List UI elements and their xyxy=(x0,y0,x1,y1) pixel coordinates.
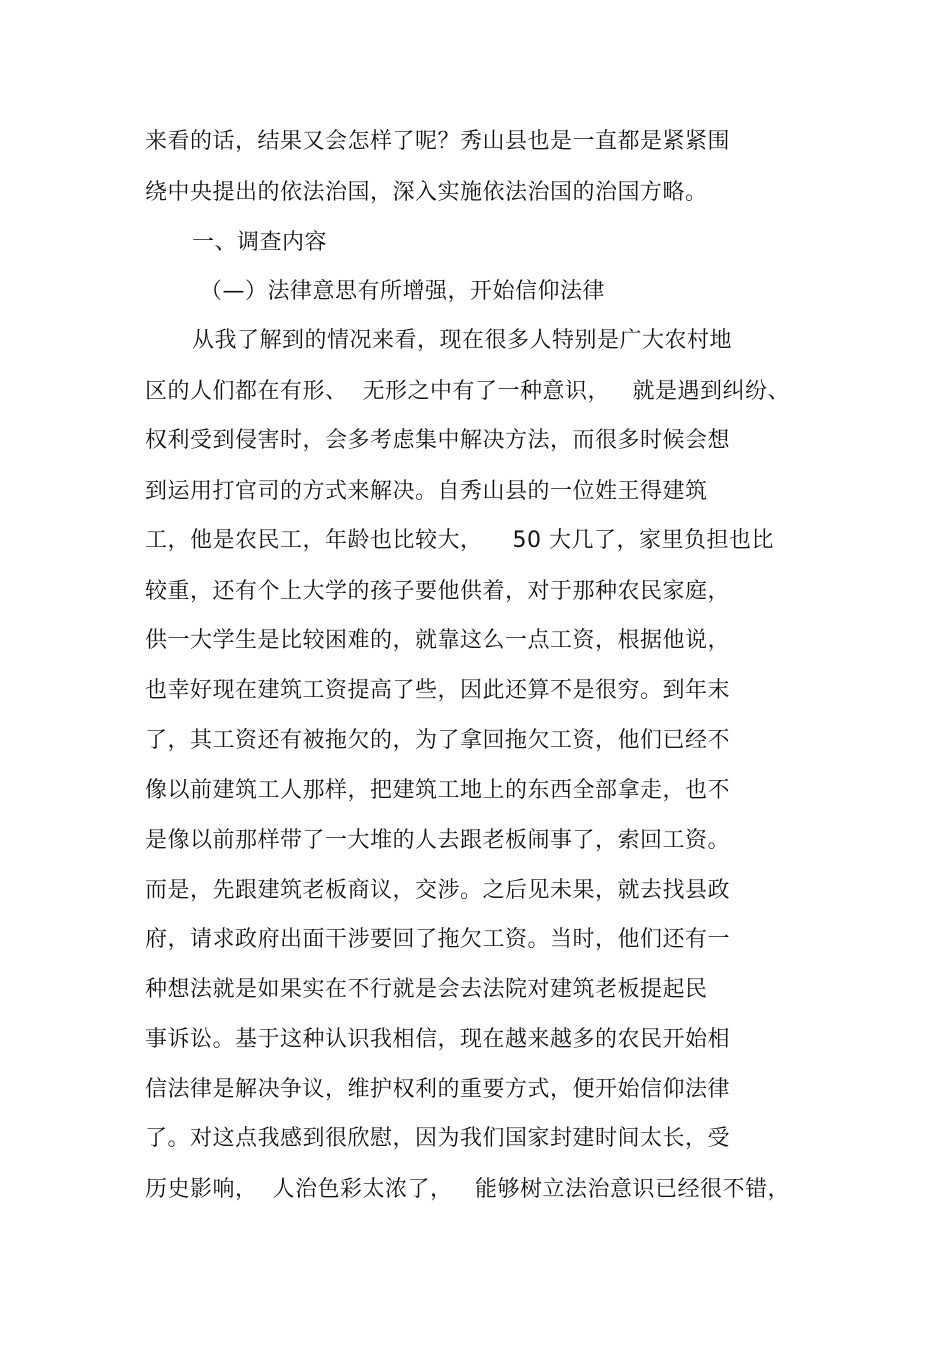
subsection-heading: （—）法律意思有所增强，开始信仰法律 xyxy=(200,279,606,304)
text-line: 像以前建筑工人那样，把建筑工地上的东西全部拿走，也不 xyxy=(145,778,731,803)
text-line: 从我了解到的情况来看，现在很多人特别是广大农村地 xyxy=(192,328,733,353)
text-line: 区的人们都在有形、 无形之中有了一种意识， 就是遇到纠纷、 xyxy=(145,379,790,404)
text-line: 也幸好现在建筑工资提高了些，因此还算不是很穷。到年末 xyxy=(145,678,731,703)
text-line: 信法律是解决争议，维护权利的重要方式，便开始信仰法律 xyxy=(145,1077,731,1102)
text-line: 事诉讼。基于这种认识我相信，现在越来越多的农民开始相 xyxy=(145,1027,731,1052)
text-line: 权利受到侵害时，会多考虑集中解决方法，而很多时候会想 xyxy=(145,428,731,453)
text-line: 供一大学生是比较困难的，就靠这么一点工资，根据他说， xyxy=(145,628,731,653)
text-line: 来看的话，结果又会怎样了呢？秀山县也是一直都是紧紧围 xyxy=(145,129,731,154)
text-line: 种想法就是如果实在不行就是会去法院对建筑老板提起民 xyxy=(145,977,708,1002)
text-line: 了，其工资还有被拖欠的，为了拿回拖欠工资，他们已经不 xyxy=(145,728,731,753)
text-line: 较重，还有个上大学的孩子要他供着，对于那种农民家庭， xyxy=(145,579,731,604)
text-line: 府，请求政府出面干涉要回了拖欠工资。当时，他们还有一 xyxy=(145,927,731,952)
text-line: 了。对这点我感到很欣慰，因为我们国家封建时间太长，受 xyxy=(145,1126,731,1151)
text-line: 是像以前那样带了一大堆的人去跟老板闹事了，索回工资。 xyxy=(145,828,731,853)
text-line: 而是，先跟建筑老板商议，交涉。之后见未果，就去找县政 xyxy=(145,878,731,903)
text-line: 到运用打官司的方式来解决。自秀山县的一位姓王得建筑 xyxy=(145,479,708,504)
section-heading: 一、调查内容 xyxy=(192,230,328,255)
text-line: 绕中央提出的依法治国，深入实施依法治国的治国方略。 xyxy=(145,180,708,205)
text-line: 历史影响， 人治色彩太浓了， 能够树立法治意识已经很不错， xyxy=(145,1177,790,1202)
text-line: 工，他是农民工，年龄也比较大， 50 大几了，家里负担也比 xyxy=(145,528,774,553)
